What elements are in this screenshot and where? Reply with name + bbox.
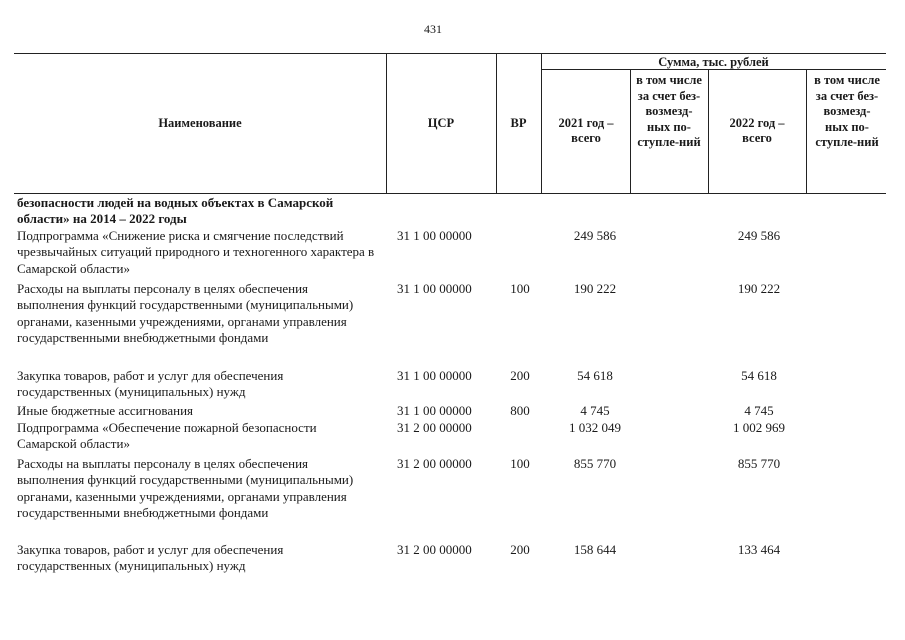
header-name: Наименование <box>158 116 242 130</box>
col-divider-2021 <box>541 53 542 194</box>
table-row-sum-2022: 54 618 <box>741 368 777 383</box>
col-divider-2021-free <box>630 69 631 194</box>
table-row-sum-2021: 855 770 <box>573 456 617 471</box>
table-row-vr: 100 <box>510 456 530 471</box>
table-row-vr: 100 <box>510 281 530 296</box>
table-row-name: Подпрограмма «Обеспечение пожарной безопасности Самарской области» <box>17 420 317 452</box>
page-number: 431 <box>424 22 442 36</box>
table-row-csr: 31 1 00 00000 <box>397 281 472 296</box>
table-row-sum-2021: 190 222 <box>573 281 617 296</box>
table-row-vr: 800 <box>510 403 530 418</box>
header-2022-free: в том числе за счет без-возмезд-ных по-ступле-ний <box>814 73 880 149</box>
table-row-name: Расходы на выплаты персоналу в целях обеспечения выполнения функций государственными (муниципальными) органами, казенными учреждениями, органами управления государственными внебюджетными фондами <box>17 281 354 345</box>
table-row-sum-2022: 4 745 <box>744 403 774 418</box>
header-2021-free: в том числе за счет без-возмезд-ных по-ступле-ний <box>636 73 702 149</box>
col-divider-2022 <box>708 69 709 194</box>
header-vr: ВР <box>510 116 527 130</box>
table-row-name: безопасности людей на водных объектах в Самарской области» на 2014 – 2022 годы <box>17 195 334 227</box>
table-row-name: Закупка товаров, работ и услуг для обеспечения государственных (муниципальных) нужд <box>17 368 284 400</box>
table-row-name: Подпрограмма «Снижение риска и смягчение последствий чрезвычайных ситуаций природного и техногенного характера в Самарской области» <box>17 228 375 276</box>
header-bottom-rule <box>14 193 886 194</box>
table-row-sum-2021: 4 745 <box>580 403 610 418</box>
table-row-csr: 31 1 00 00000 <box>397 403 472 418</box>
table-row-vr: 200 <box>510 542 530 557</box>
table-row-vr: 200 <box>510 368 530 383</box>
header-sum: Сумма, тыс. рублей <box>658 55 769 69</box>
table-row-sum-2022: 190 222 <box>737 281 781 296</box>
table-row-csr: 31 2 00 00000 <box>397 420 472 435</box>
table-row-sum-2021: 158 644 <box>573 542 617 557</box>
table-row-sum-2022: 133 464 <box>737 542 781 557</box>
table-row-name: Иные бюджетные ассигнования <box>17 403 194 418</box>
table-row-name: Закупка товаров, работ и услуг для обеспечения государственных (муниципальных) нужд <box>17 542 284 574</box>
table-row-sum-2021: 249 586 <box>573 228 617 243</box>
header-2022-total: 2022 год – всего <box>729 116 785 145</box>
header-csr: ЦСР <box>427 116 455 130</box>
table-row-csr: 31 2 00 00000 <box>397 456 472 471</box>
table-row-sum-2021: 1 032 049 <box>569 420 621 435</box>
col-divider-2022-free <box>806 69 807 194</box>
table-row-name: Расходы на выплаты персоналу в целях обеспечения выполнения функций государственными (муниципальными) органами, казенными учреждениями, органами управления государственными внебюджетными фондами <box>17 456 354 520</box>
table-row-sum-2022: 855 770 <box>737 456 781 471</box>
table-top-rule <box>14 53 886 54</box>
table-row-sum-2021: 54 618 <box>577 368 613 383</box>
table-row-sum-2022: 249 586 <box>737 228 781 243</box>
header-2021-total: 2021 год – всего <box>558 116 614 145</box>
table-row-sum-2022: 1 002 969 <box>733 420 785 435</box>
table-row-csr: 31 2 00 00000 <box>397 542 472 557</box>
table-row-csr: 31 1 00 00000 <box>397 228 472 243</box>
table-row-csr: 31 1 00 00000 <box>397 368 472 383</box>
